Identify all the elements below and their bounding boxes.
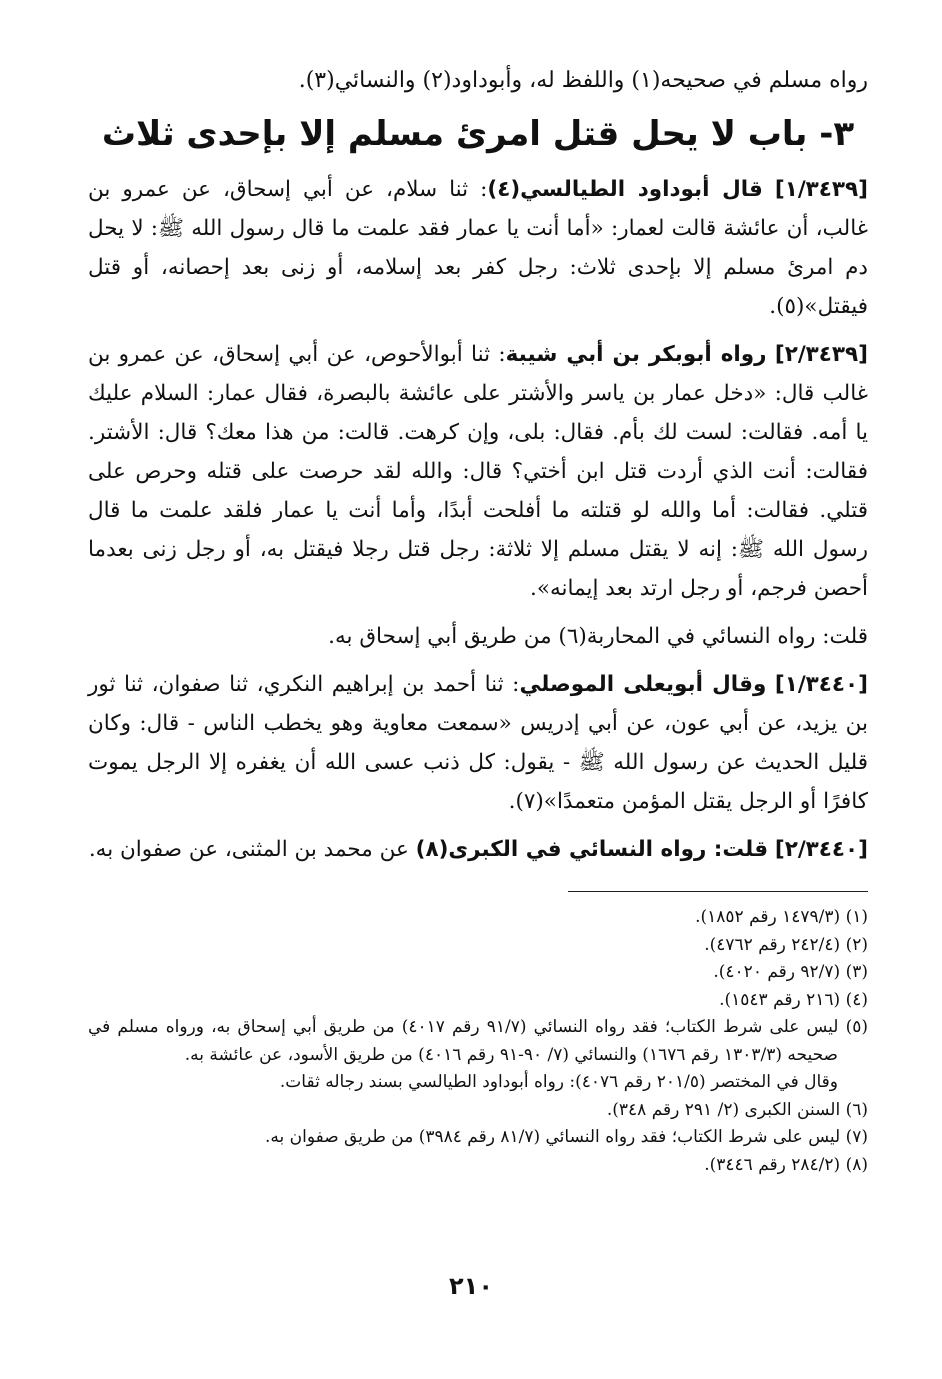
hadith-paragraph <box>88 665 868 821</box>
page-number: ٢١٠ <box>449 1272 493 1300</box>
hadith-source: قلت: رواه النسائي في الكبرى(٨) <box>415 837 769 862</box>
footnote-item: (٣) (٩٢/٧ رقم ٤٠٢٠). <box>713 962 868 982</box>
intro-line: رواه مسلم في صحيحه(١) واللفظ له، وأبوداود(٢) والنسائي(٣). <box>298 68 868 93</box>
hadith-paragraph <box>88 170 868 326</box>
footnote-item: (٦) السنن الكبرى (٢/ ٢٩١ رقم ٣٤٨). <box>606 1099 868 1120</box>
hadith-text: : ثنا أبوالأحوص، عن أبي إسحاق، عن عمرو بن غالب قال: «دخل عمار بن ياسر والأشتر على عائشة بالبصرة، فقال عمار: السلام عليك يا أمه. فقالت: لست لك بأم. فقال: بلى، وإن كرهت. قالت: من هذا معك؟ قال: الأشتر. فقالت: أنت الذي أردت قتل ابن أختي؟ قال: والله لقد حرصت على قتله وحرص على قتلي. فقالت: أما والله لو قتلته ما أفلحت أبدًا، وأما أنت يا عمار فلقد علمت ما قال رسول الله ﷺ: إنه لا يقتل مسلم إلا ثلاثة: رجل قتل رجلا فيقتل به، أو رجل زنى بعدما أحصن فرجم، أو رجل ارتد بعد إيمانه». <box>88 342 868 601</box>
author-note: قلت: رواه النسائي في المحاربة(٦) من طريق أبي إسحاق به. <box>328 624 868 649</box>
hadith-paragraph <box>88 830 868 869</box>
hadith-number: [٢/٣٤٤٠] <box>774 837 868 862</box>
hadith-text: عن محمد بن المثنى، عن صفوان به. <box>88 837 416 862</box>
footnote-divider <box>568 891 868 892</box>
footnote-item: (٥) ليس على شرط الكتاب؛ فقد رواه النسائي (٩١/٧ رقم ٤٠١٧) من طريق أبي إسحاق به، ورواه مسلم في صحيحه (١٣٠٣/٣ رقم ١٦٧٦) والنسائي (٧/ ٩٠-٩١ رقم ٤٠١٦) من طريق الأسود، عن عائشة به. <box>88 1017 868 1065</box>
footnote-item: (١) (١٤٧٩/٣ رقم ١٨٥٢). <box>695 907 868 927</box>
footnote-item: (٨) (٢٨٤/٢ رقم ٣٤٤٦). <box>704 1154 868 1175</box>
book-page <box>88 62 868 1179</box>
hadith-paragraph <box>88 335 868 608</box>
hadith-text: : ثنا سلام، عن أبي إسحاق، عن عمرو بن غالب، أن عائشة قالت لعمار: «أما أنت يا عمار فقد علمت ما قال رسول الله ﷺ: لا يحل دم امرئ مسلم إلا بإحدى ثلاث: رجل كفر بعد إسلامه، أو زنى بعد إحصانه، أو قتل فيقتل»(٥). <box>88 177 868 319</box>
chapter-title: ٣- باب لا يحل قتل امرئ مسلم إلا بإحدى ثلاث <box>101 114 855 154</box>
hadith-number: [١/٣٤٤٠] <box>774 672 868 697</box>
hadith-source: قال أبوداود الطيالسي(٤) <box>487 177 763 202</box>
hadith-number: [١/٣٤٣٩] <box>774 177 868 202</box>
footnote-item: (٤) (٢١٦ رقم ١٥٤٣). <box>719 989 868 1010</box>
hadith-text: : ثنا أحمد بن إبراهيم النكري، ثنا صفوان، ثنا ثور بن يزيد، عن أبي عون، عن أبي إدريس «سمعت معاوية وهو يخطب الناس - قال: وكان قليل الحديث عن رسول الله ﷺ - يقول: كل ذنب عسى الله أن يغفره إلا الرجل يموت كافرًا أو الرجل يقتل المؤمن متعمدًا»(٧). <box>88 672 868 814</box>
hadith-number: [٢/٣٤٣٩] <box>774 342 868 367</box>
hadith-source: رواه أبوبكر بن أبي شيبة <box>505 342 767 367</box>
footnote-item: (٧) ليس على شرط الكتاب؛ فقد رواه النسائي (٨١/٧ رقم ٣٩٨٤) من طريق صفوان به. <box>264 1127 868 1147</box>
hadith-source: وقال أبويعلى الموصلي <box>519 672 767 697</box>
footnote-item: (٢) (٢٤٢/٤ رقم ٤٧٦٢). <box>704 934 868 955</box>
footnotes <box>88 904 868 1179</box>
footnote-continuation: وقال في المختصر (٢٠١/٥ رقم ٤٠٧٦): رواه أبوداود الطيالسي بسند رجاله ثقات. <box>279 1072 838 1092</box>
